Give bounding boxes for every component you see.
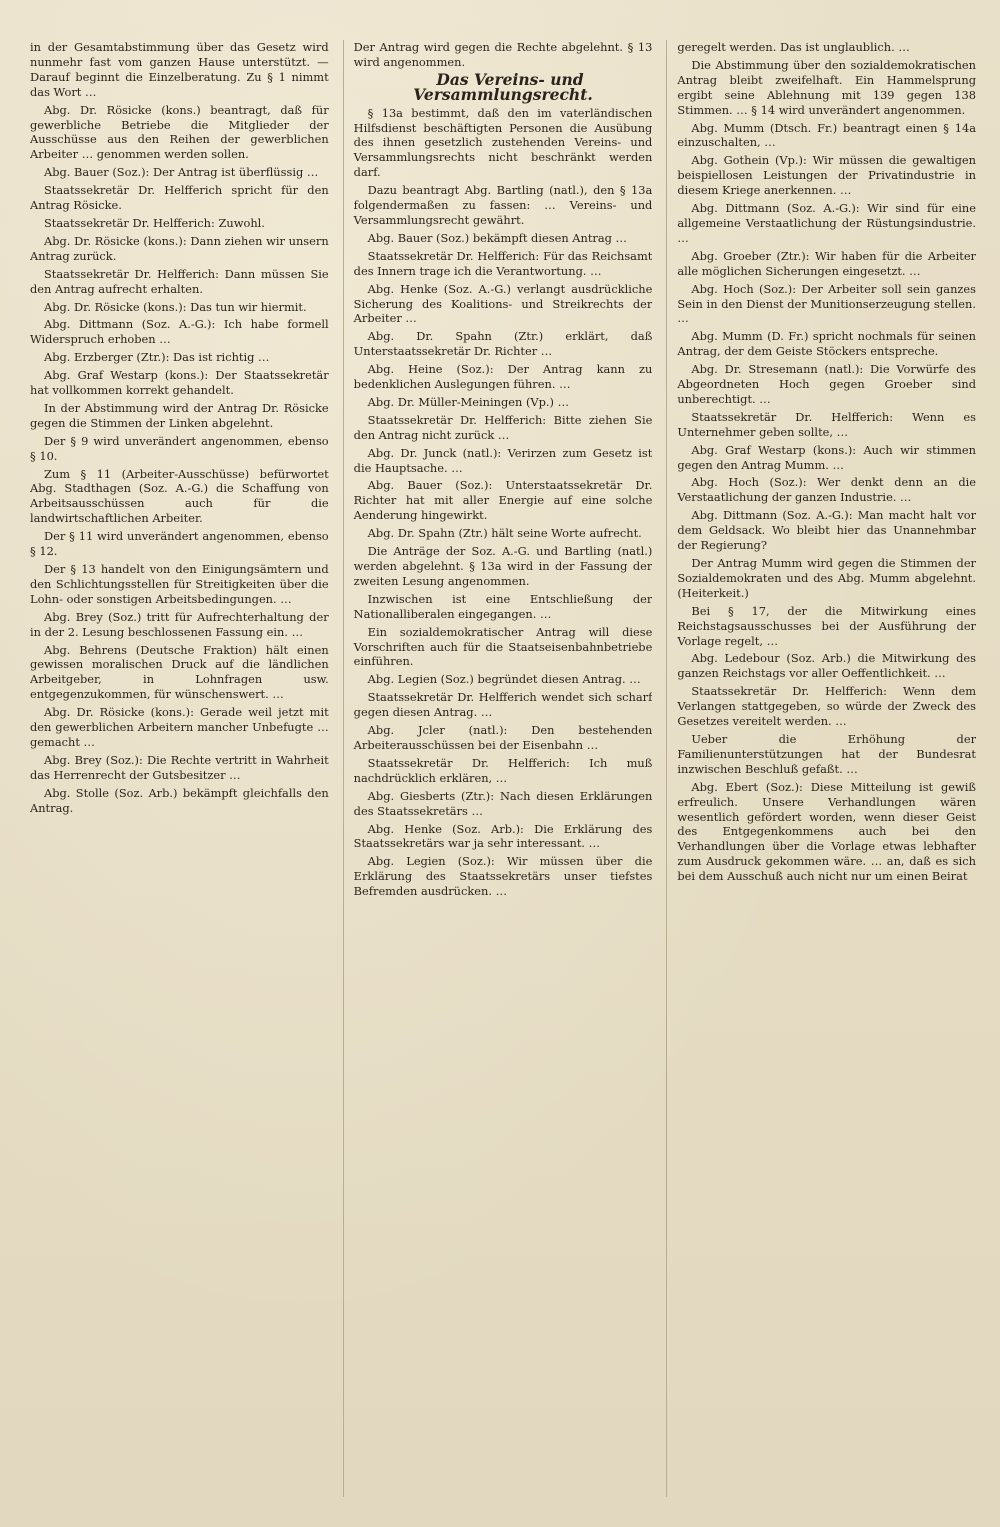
paragraph: Abg. Dr. Rösicke (kons.): Das tun wir hiermit. [44, 299, 307, 314]
column-right [666, 40, 976, 1497]
paragraph: Der § 13 handelt von den Einigungsämtern und den Schlichtungsstellen für Streitigkeiten über die Lohn- oder sonstigen Arbeitsbedingungen. … [30, 562, 329, 606]
paragraph: Staatssekretär Dr. Helfferich spricht für den Antrag Rösicke. [30, 183, 329, 213]
paragraph: Abg. Brey (Soz.) tritt für Aufrechterhaltung der in der 2. Lesung beschlossenen Fassung ein. … [30, 609, 329, 639]
paragraph: Abg. Dr. Stresemann (natl.): Die Vorwürfe des Abgeordneten Hoch gegen Groeber sind unberechtigt. … [677, 362, 977, 406]
paragraph: Abg. Bauer (Soz.): Der Antrag ist überflüssig … [44, 165, 319, 180]
paragraph: Die Abstimmung über den sozialdemokratischen Antrag bleibt zweifelhaft. Ein Hammelsprung ergibt seine Ablehnung mit 139 gegen 138 Stimmen. … § 14 wird unverändert angenommen. [677, 57, 977, 117]
paragraph: Abg. Gothein (Vp.): Wir müssen die gewaltigen beispiellosen Leistungen der Privatindustrie in diesem Kriege anerkennen. … [677, 153, 977, 198]
paragraph: Ein sozialdemokratischer Antrag will diese Vorschriften auch für die Staatseisenbahnbetriebe einführen. [353, 624, 653, 669]
paragraph: Der § 9 wird unverändert angenommen, ebenso § 10. [30, 433, 329, 463]
paragraph: Abg. Heine (Soz.): Der Antrag kann zu bedenklichen Auslegungen führen. … [353, 362, 653, 392]
paragraph: Abg. Bauer (Soz.) bekämpft diesen Antrag … [367, 230, 627, 245]
paragraph: Staatssekretär Dr. Helfferich: Wenn dem Verlangen stattgegeben, so würde der Zweck des Gesetzes vereitelt werden. … [677, 684, 977, 729]
paragraph: Abg. Dr. Rösicke (kons.): Gerade weil jetzt mit den gewerblichen Arbeitern mancher Unbefugte … gemacht … [30, 705, 329, 749]
paragraph: Abg. Hoch (Soz.): Der Arbeiter soll sein ganzes Sein in den Dienst der Munitionserzeugung stellen. … [677, 281, 977, 326]
paragraph: Ueber die Erhöhung der Familienunterstützungen hat der Bundesrat inzwischen Beschluß gefaßt. … [677, 731, 977, 776]
text-columns [30, 40, 976, 1497]
paragraph: Abg. Legien (Soz.): Wir müssen über die Erklärung des Staatssekretärs unser tiefstes Befremden ausdrücken. … [353, 854, 653, 899]
paragraph: Abg. Graf Westarp (kons.): Der Staatssekretär hat vollkommen korrekt gehandelt. [30, 368, 329, 398]
paragraph: Abg. Henke (Soz. Arb.): Die Erklärung des Staatssekretärs war ja sehr interessant. … [353, 821, 653, 851]
paragraph: Abg. Dittmann (Soz. A.-G.): Ich habe formell Widerspruch erhoben … [30, 317, 329, 347]
paragraph: Abg. Ledebour (Soz. Arb.) die Mitwirkung des ganzen Reichstags vor aller Oeffentlichkeit. … [677, 651, 977, 681]
paragraph: Der Antrag wird gegen die Rechte abgelehnt. § 13 wird angenommen. [353, 40, 653, 69]
paragraph: Staatssekretär Dr. Helfferich: Wenn es Unternehmer geben sollte, … [677, 409, 977, 439]
paragraph: Abg. Henke (Soz. A.-G.) verlangt ausdrückliche Sicherung des Koalitions- und Streikrechts der Arbeiter … [353, 281, 653, 326]
paragraph: Der Antrag Mumm wird gegen die Stimmen der Sozialdemokraten und des Abg. Mumm abgelehnt. (Heiterkeit.) [677, 556, 977, 600]
paragraph: Staatssekretär Dr. Helfferich: Ich muß nachdrücklich erklären, … [353, 755, 653, 785]
paragraph: Staatssekretär Dr. Helfferich wendet sich scharf gegen diesen Antrag. … [353, 690, 653, 720]
paragraph: Staatssekretär Dr. Helfferich: Zuwohl. [44, 215, 265, 230]
section-heading: Das Vereins- und Versammlungsrecht. [413, 69, 593, 104]
paragraph: Inzwischen ist eine Entschließung der Nationalliberalen eingegangen. … [353, 591, 653, 621]
paragraph: Abg. Brey (Soz.): Die Rechte vertritt in Wahrheit das Herrenrecht der Gutsbesitzer … [30, 752, 329, 782]
column-middle [343, 40, 653, 1497]
paragraph: Staatssekretär Dr. Helfferich: Bitte ziehen Sie den Antrag nicht zurück … [353, 412, 653, 442]
paragraph: Zum § 11 (Arbeiter-Ausschüsse) befürwortet Abg. Stadthagen (Soz. A.-G.) die Schaffung von Arbeitsausschüssen auch für die landwirtschaftlichen Arbeiter. [30, 466, 329, 526]
paragraph: Abg. Dr. Rösicke (kons.): Dann ziehen wir unsern Antrag zurück. [30, 233, 329, 263]
paragraph: Staatssekretär Dr. Helfferich: Dann müssen Sie den Antrag aufrecht erhalten. [30, 266, 329, 296]
column-left [30, 40, 329, 1497]
paragraph: § 13a bestimmt, daß den im vaterländischen Hilfsdienst beschäftigten Personen die Ausübung des ihnen gesetzlich zustehenden Vereins- und Versammlungsrechts nicht beschränkt werden darf. [353, 105, 653, 180]
paragraph: Abg. Ebert (Soz.): Diese Mitteilung ist gewiß erfreulich. Unsere Verhandlungen wären wesentlich gefördert worden, wenn dieser Geist des Entgegenkommens auch bei den Verhandlungen über die Vorlage etwas lebhafter zum Ausdruck gekommen wäre. … an, daß es sich bei dem Ausschuß auch nicht nur um einen Beirat [677, 779, 977, 884]
paragraph: Abg. Legien (Soz.) begründet diesen Antrag. … [367, 672, 641, 687]
paragraph: Abg. Graf Westarp (kons.): Auch wir stimmen gegen den Antrag Mumm. … [677, 442, 977, 472]
paragraph: Abg. Dr. Müller-Meiningen (Vp.) … [367, 394, 569, 409]
paragraph: Staatssekretär Dr. Helfferich: Für das Reichsamt des Innern trage ich die Verantwortung. … [353, 248, 653, 278]
paragraph: In der Abstimmung wird der Antrag Dr. Rösicke gegen die Stimmen der Linken abgelehnt. [30, 400, 329, 430]
paragraph: Abg. Dittmann (Soz. A.-G.): Man macht halt vor dem Geldsack. Wo bleibt hier das Unannehmbar der Regierung? [677, 508, 977, 553]
paragraph: Abg. Dr. Spahn (Ztr.) erklärt, daß Unterstaatssekretär Dr. Richter … [353, 329, 653, 359]
paragraph: Abg. Groeber (Ztr.): Wir haben für die Arbeiter alle möglichen Sicherungen eingesetzt. … [677, 248, 977, 278]
paragraph: Abg. Dittmann (Soz. A.-G.): Wir sind für eine allgemeine Verstaatlichung der Rüstungsindustrie. … [677, 201, 977, 245]
paragraph: Abg. Giesberts (Ztr.): Nach diesen Erklärungen des Staatssekretärs … [353, 788, 653, 818]
paragraph: Bei § 17, der die Mitwirkung eines Reichstagsausschusses bei der Ausführung der Vorlage regelt, … [677, 603, 977, 648]
paragraph: Der § 11 wird unverändert angenommen, ebenso § 12. [30, 529, 329, 559]
paragraph: Abg. Dr. Rösicke (kons.) beantragt, daß für gewerbliche Betriebe die Mitglieder der Ausschüsse aus den Reihen der gewerblichen Arbeiter … genommen werden sollen. [30, 102, 329, 162]
paragraph: Abg. Hoch (Soz.): Wer denkt denn an die Verstaatlichung der ganzen Industrie. … [677, 475, 977, 505]
paragraph: Abg. Erzberger (Ztr.): Das ist richtig … [44, 350, 270, 365]
paragraph: Abg. Dr. Spahn (Ztr.) hält seine Worte aufrecht. [367, 526, 642, 541]
paragraph: Abg. Dr. Junck (natl.): Verirzen zum Gesetz ist die Hauptsache. … [353, 445, 653, 475]
paragraph: Abg. Stolle (Soz. Arb.) bekämpft gleichfalls den Antrag. [30, 785, 329, 815]
paragraph: geregelt werden. Das ist unglaublich. … [677, 40, 910, 54]
paragraph: Dazu beantragt Abg. Bartling (natl.), den § 13a folgendermaßen zu fassen: … Vereins- und Versammlungsrecht gewährt. [353, 183, 653, 227]
paragraph: Abg. Bauer (Soz.): Unterstaatssekretär Dr. Richter hat mit aller Energie auf eine solche Aenderung hingewirkt. [353, 478, 653, 523]
paragraph: Abg. Mumm (D. Fr.) spricht nochmals für seinen Antrag, der dem Geiste Stöckers entspreche. [677, 329, 977, 359]
paragraph: in der Gesamtabstimmung über das Gesetz wird nunmehr fast vom ganzen Hause unterstützt. — Darauf beginnt die Einzelberatung. Zu § 1 nimmt das Wort … [30, 40, 329, 99]
paragraph: Abg. Mumm (Dtsch. Fr.) beantragt einen § 14a einzuschalten, … [677, 120, 977, 150]
paragraph: Abg. Behrens (Deutsche Fraktion) hält einen gewissen moralischen Druck auf die ländlichen Arbeitgeber, in Lohnfragen usw. entgegenzukommen, für wünschenswert. … [30, 642, 329, 702]
paragraph: Die Anträge der Soz. A.-G. und Bartling (natl.) werden abgelehnt. § 13a wird in der Fassung der zweiten Lesung angenommen. [353, 544, 653, 588]
paragraph: Abg. Jcler (natl.): Den bestehenden Arbeiterausschüssen bei der Eisenbahn … [353, 723, 653, 752]
